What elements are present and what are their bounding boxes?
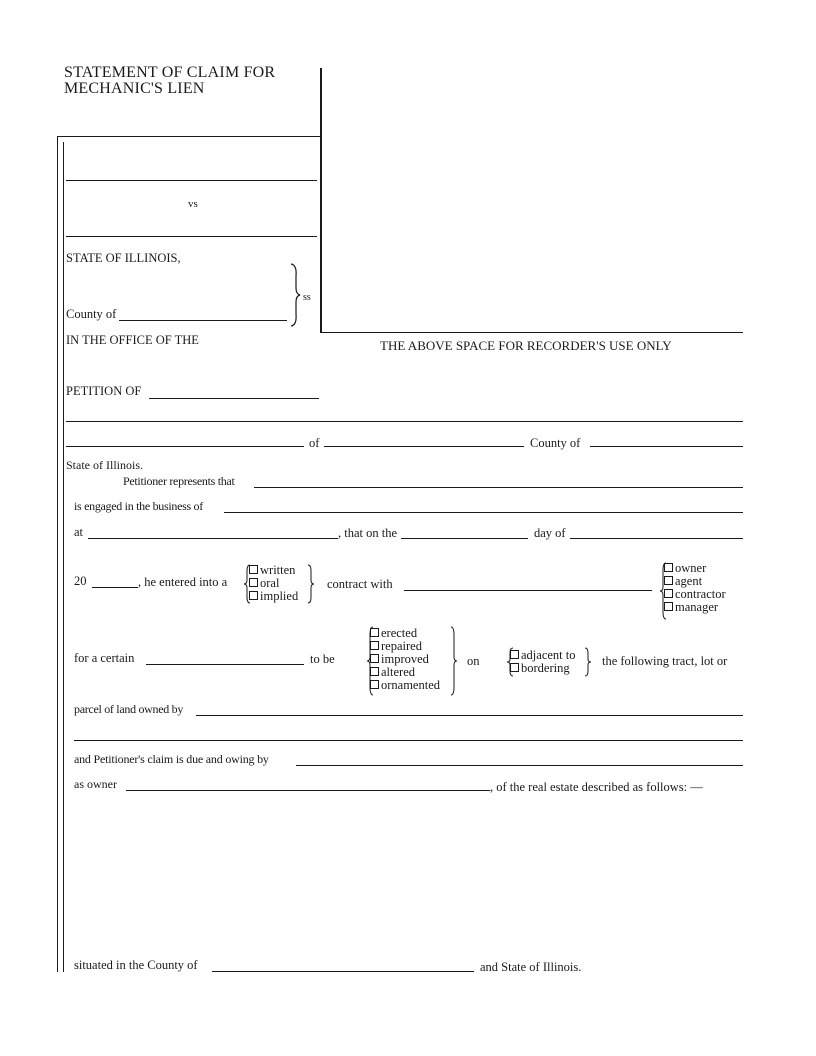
title-box-right-border bbox=[320, 68, 322, 332]
contract-type-oral-label: oral bbox=[260, 576, 280, 590]
petitioner-name-field[interactable] bbox=[149, 398, 319, 399]
work-type-ornamented-label: ornamented bbox=[381, 678, 441, 692]
county-field[interactable] bbox=[119, 320, 287, 321]
month-field[interactable] bbox=[570, 538, 743, 539]
checkbox-icon[interactable] bbox=[370, 667, 379, 676]
owner-name-field[interactable] bbox=[126, 790, 490, 791]
county-of-label: County of bbox=[530, 436, 581, 450]
year-prefix-label: 20 bbox=[74, 574, 87, 588]
work-type-ornamented[interactable] bbox=[370, 679, 440, 692]
business-label: is engaged in the business of bbox=[74, 499, 203, 513]
position-bordering-label: bordering bbox=[521, 661, 570, 675]
state-of-illinois-label: State of Illinois. bbox=[66, 458, 143, 472]
role-manager[interactable] bbox=[664, 601, 718, 614]
checkbox-icon[interactable] bbox=[249, 578, 258, 587]
state-label: STATE OF ILLINOIS, bbox=[66, 251, 181, 265]
plaintiff-field[interactable] bbox=[66, 180, 317, 181]
checkbox-icon[interactable] bbox=[370, 628, 379, 637]
position-bordering[interactable] bbox=[510, 662, 570, 675]
form-title-line-2: MECHANIC'S LIEN bbox=[64, 80, 205, 97]
checkbox-icon[interactable] bbox=[249, 591, 258, 600]
petitioner-county-field[interactable] bbox=[590, 446, 743, 447]
location-field[interactable] bbox=[88, 538, 338, 539]
as-owner-label: as owner bbox=[74, 777, 117, 791]
ss-brace bbox=[288, 262, 302, 328]
recorder-use-label: THE ABOVE SPACE FOR RECORDER'S USE ONLY bbox=[380, 338, 672, 353]
and-state-label: and State of Illinois. bbox=[480, 960, 582, 974]
office-label: IN THE OFFICE OF THE bbox=[66, 333, 199, 347]
contract-type-written-label: written bbox=[260, 563, 296, 577]
checkbox-icon[interactable] bbox=[510, 663, 519, 672]
work-type-repaired-label: repaired bbox=[381, 639, 422, 653]
ss-label: ss bbox=[303, 292, 311, 303]
represents-field[interactable] bbox=[254, 487, 743, 488]
following-tract-label: the following tract, lot or bbox=[602, 654, 728, 668]
business-field[interactable] bbox=[224, 512, 743, 513]
checkbox-icon[interactable] bbox=[664, 563, 673, 572]
petition-of-label: PETITION OF bbox=[66, 384, 142, 398]
year-field[interactable] bbox=[92, 587, 138, 588]
county-label: County of bbox=[66, 307, 117, 321]
checkbox-icon[interactable] bbox=[370, 641, 379, 650]
entered-into-label: , he entered into a bbox=[138, 575, 228, 589]
work-type-improved-label: improved bbox=[381, 652, 429, 666]
contract-type-right-brace bbox=[307, 564, 315, 604]
contract-type-implied[interactable] bbox=[249, 590, 298, 603]
role-manager-label: manager bbox=[675, 600, 719, 614]
petitioner-city-field[interactable] bbox=[324, 446, 524, 447]
role-agent-label: agent bbox=[675, 574, 703, 588]
contract-with-label: contract with bbox=[327, 577, 393, 591]
left-margin-rule-inner bbox=[63, 142, 64, 972]
situated-label: situated in the County of bbox=[74, 958, 198, 972]
form-title-line-1: STATEMENT OF CLAIM FOR bbox=[64, 64, 276, 81]
defendant-field[interactable] bbox=[66, 236, 317, 237]
form-title bbox=[64, 65, 275, 97]
petitioner-name-field-2[interactable] bbox=[66, 421, 743, 422]
work-type-altered-label: altered bbox=[381, 665, 416, 679]
work-type-right-brace bbox=[450, 626, 458, 696]
contract-type-implied-label: implied bbox=[260, 589, 299, 603]
checkbox-icon[interactable] bbox=[664, 602, 673, 611]
checkbox-icon[interactable] bbox=[370, 680, 379, 689]
role-contractor-label: contractor bbox=[675, 587, 726, 601]
petitioner-address-field[interactable] bbox=[66, 446, 304, 447]
contract-with-field[interactable] bbox=[404, 590, 652, 591]
checkbox-icon[interactable] bbox=[370, 654, 379, 663]
at-label: at bbox=[74, 525, 84, 539]
checkbox-icon[interactable] bbox=[510, 650, 519, 659]
title-box-bottom-border bbox=[57, 136, 321, 137]
parcel-owner-field-2[interactable] bbox=[74, 740, 743, 741]
that-on-the-label: , that on the bbox=[338, 526, 398, 540]
claim-due-field[interactable] bbox=[296, 765, 743, 766]
work-type-erected-label: erected bbox=[381, 626, 418, 640]
parcel-owner-field[interactable] bbox=[196, 715, 743, 716]
real-estate-label: , of the real estate described as follows: — bbox=[490, 780, 703, 794]
checkbox-icon[interactable] bbox=[664, 576, 673, 585]
recorder-space-bottom-border bbox=[320, 332, 743, 333]
checkbox-icon[interactable] bbox=[249, 565, 258, 574]
for-a-certain-label: for a certain bbox=[74, 651, 135, 665]
to-be-label: to be bbox=[310, 652, 335, 666]
day-of-label: day of bbox=[534, 526, 566, 540]
situated-county-field[interactable] bbox=[212, 971, 474, 972]
checkbox-icon[interactable] bbox=[664, 589, 673, 598]
on-label: on bbox=[467, 654, 480, 668]
role-owner-label: owner bbox=[675, 561, 707, 575]
position-adjacent-label: adjacent to bbox=[521, 648, 576, 662]
left-margin-rule-outer bbox=[57, 136, 58, 972]
represents-label: Petitioner represents that bbox=[123, 474, 235, 488]
position-right-brace bbox=[584, 647, 592, 677]
parcel-label: parcel of land owned by bbox=[74, 702, 184, 716]
vs-label: vs bbox=[188, 198, 198, 210]
claim-due-label: and Petitioner's claim is due and owing by bbox=[74, 752, 269, 766]
of-label: of bbox=[309, 436, 320, 450]
day-field[interactable] bbox=[401, 538, 528, 539]
improvement-field[interactable] bbox=[146, 664, 304, 665]
